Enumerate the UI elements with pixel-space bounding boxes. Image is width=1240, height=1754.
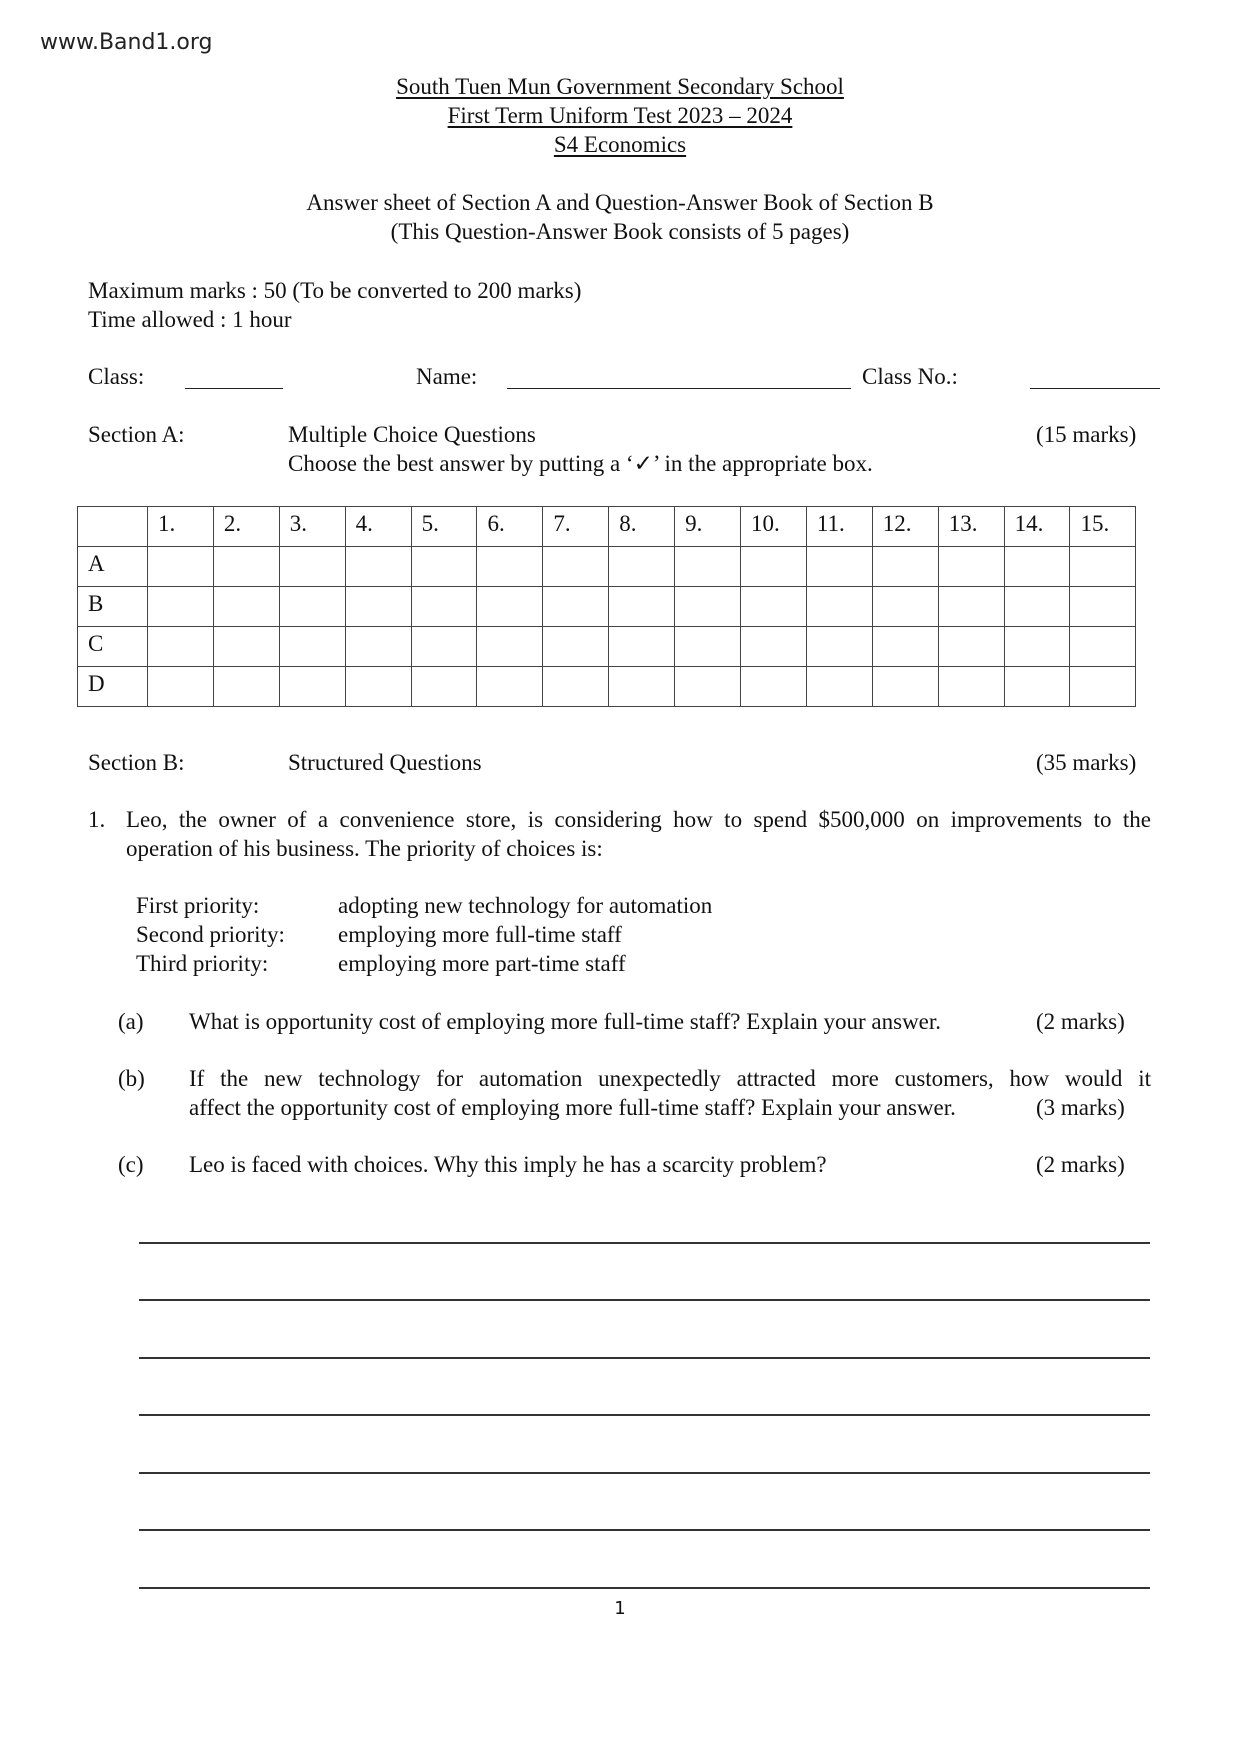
priority-label: First priority:	[136, 893, 260, 918]
mc-answer-box[interactable]	[872, 667, 938, 707]
mc-answer-box[interactable]	[675, 547, 741, 587]
watermark-logo-text: www.Band1.org	[40, 30, 213, 55]
mc-answer-box[interactable]	[148, 627, 214, 667]
mc-row-label: A	[78, 547, 148, 587]
mc-col-header: 12.	[872, 507, 938, 547]
mc-answer-box[interactable]	[213, 667, 279, 707]
mc-answer-box[interactable]	[1004, 667, 1070, 707]
mc-answer-box[interactable]	[675, 667, 741, 707]
part-b-marks: (3 marks)	[1036, 1095, 1125, 1120]
mc-col-header: 4.	[345, 507, 411, 547]
mc-answer-box[interactable]	[543, 667, 609, 707]
mc-answer-box[interactable]	[477, 547, 543, 587]
section-a-label: Section A:	[88, 422, 185, 447]
subtitle-2: (This Question-Answer Book consists of 5 pages)	[390, 219, 850, 244]
subject-title-text: S4 Economics	[553, 132, 687, 157]
mc-answer-box[interactable]	[1070, 627, 1136, 667]
priority-label: Third priority:	[136, 951, 269, 976]
mc-answer-box[interactable]	[872, 627, 938, 667]
mc-col-header: 9.	[675, 507, 741, 547]
mc-answer-box[interactable]	[1070, 547, 1136, 587]
mc-answer-box[interactable]	[279, 667, 345, 707]
mc-option-row	[78, 667, 1136, 707]
time-allowed: Time allowed : 1 hour	[88, 307, 292, 332]
mc-answer-box[interactable]	[806, 547, 872, 587]
mc-answer-box[interactable]	[609, 667, 675, 707]
answer-line[interactable]	[139, 1414, 1150, 1416]
class-no-field[interactable]	[1030, 388, 1160, 389]
mc-answer-box[interactable]	[806, 627, 872, 667]
subtitle-1: Answer sheet of Section A and Question-Answer Book of Section B	[306, 190, 934, 215]
section-a-instruction: Choose the best answer by putting a ‘✓’ in the appropriate box.	[288, 451, 873, 476]
mc-answer-box[interactable]	[477, 667, 543, 707]
mc-header-row	[78, 507, 1136, 547]
mc-answer-box[interactable]	[411, 547, 477, 587]
mc-answer-box[interactable]	[609, 627, 675, 667]
part-b-text-line-2: affect the opportunity cost of employing more full-time staff? Explain your answer.	[189, 1095, 956, 1120]
page-number: 1	[614, 1598, 626, 1619]
mc-answer-box[interactable]	[411, 667, 477, 707]
priority-value: employing more part-time staff	[338, 951, 626, 976]
mc-answer-box[interactable]	[279, 587, 345, 627]
mc-col-header: 7.	[543, 507, 609, 547]
mc-answer-box[interactable]	[741, 667, 807, 707]
mc-answer-box[interactable]	[411, 627, 477, 667]
mc-col-header: 15.	[1070, 507, 1136, 547]
mc-col-header: 8.	[609, 507, 675, 547]
mc-answer-box[interactable]	[477, 587, 543, 627]
mc-row-label: D	[78, 667, 148, 707]
mc-corner-cell	[78, 507, 148, 547]
priority-value: adopting new technology for automation	[338, 893, 713, 918]
subject-title	[0, 132, 1240, 158]
mc-answer-box[interactable]	[148, 587, 214, 627]
mc-answer-box[interactable]	[938, 627, 1004, 667]
mc-answer-box[interactable]	[806, 587, 872, 627]
section-a-marks: (15 marks)	[1036, 422, 1137, 447]
mc-col-header: 11.	[806, 507, 872, 547]
mc-answer-box[interactable]	[543, 547, 609, 587]
mc-answer-box[interactable]	[279, 627, 345, 667]
mc-col-header: 13.	[938, 507, 1004, 547]
section-b-label: Section B:	[88, 750, 185, 775]
part-b-text-line-1: If the new technology for automation unexpectedly attracted more customers, how would it	[189, 1066, 1151, 1091]
mc-option-row	[78, 547, 1136, 587]
mc-answer-box[interactable]	[213, 627, 279, 667]
mc-answer-box[interactable]	[1070, 587, 1136, 627]
class-no-label: Class No.:	[862, 364, 958, 389]
priority-label: Second priority:	[136, 922, 285, 947]
section-a-title: Multiple Choice Questions	[288, 422, 536, 447]
mc-col-header: 14.	[1004, 507, 1070, 547]
answer-line[interactable]	[139, 1529, 1150, 1531]
part-b-label: (b)	[118, 1066, 145, 1091]
mc-answer-box[interactable]	[675, 587, 741, 627]
mc-option-row	[78, 587, 1136, 627]
mc-answer-box[interactable]	[675, 627, 741, 667]
mc-col-header: 3.	[279, 507, 345, 547]
answer-line[interactable]	[139, 1299, 1150, 1301]
mc-answer-box[interactable]	[213, 547, 279, 587]
part-c-marks: (2 marks)	[1036, 1152, 1125, 1177]
mc-answer-box[interactable]	[213, 587, 279, 627]
answer-line[interactable]	[139, 1242, 1150, 1244]
answer-line[interactable]	[139, 1587, 1150, 1589]
section-b-title: Structured Questions	[288, 750, 482, 775]
mc-option-row	[78, 627, 1136, 667]
mc-answer-box[interactable]	[1070, 667, 1136, 707]
mc-answer-box[interactable]	[609, 587, 675, 627]
mc-answer-box[interactable]	[938, 667, 1004, 707]
mc-answer-box[interactable]	[411, 587, 477, 627]
mc-row-label: B	[78, 587, 148, 627]
mc-answer-box[interactable]	[872, 547, 938, 587]
answer-line[interactable]	[139, 1472, 1150, 1474]
mc-col-header: 5.	[411, 507, 477, 547]
test-title-text: First Term Uniform Test 2023 – 2024	[447, 103, 793, 128]
mc-answer-box[interactable]	[543, 627, 609, 667]
mc-col-header: 2.	[213, 507, 279, 547]
mc-answer-box[interactable]	[477, 627, 543, 667]
school-name	[0, 74, 1240, 100]
part-a-text: What is opportunity cost of employing more full-time staff? Explain your answer.	[189, 1009, 942, 1034]
mc-answer-box[interactable]	[741, 587, 807, 627]
mc-answer-box[interactable]	[345, 587, 411, 627]
mc-answer-box[interactable]	[741, 547, 807, 587]
question-number: 1.	[88, 807, 106, 832]
mc-answer-box[interactable]	[938, 587, 1004, 627]
mc-answer-box[interactable]	[279, 547, 345, 587]
priority-value: employing more full-time staff	[338, 922, 622, 947]
mc-col-header: 6.	[477, 507, 543, 547]
mc-answer-box[interactable]	[345, 667, 411, 707]
class-field[interactable]	[185, 388, 283, 389]
mc-answer-box[interactable]	[1004, 587, 1070, 627]
mc-col-header: 1.	[148, 507, 214, 547]
section-b-marks: (35 marks)	[1036, 750, 1137, 775]
part-c-text: Leo is faced with choices. Why this imply he has a scarcity problem?	[189, 1152, 827, 1177]
mc-answer-grid	[77, 506, 1136, 707]
question-stem-line-2: operation of his business. The priority of choices is:	[126, 836, 603, 861]
mc-answer-box[interactable]	[938, 547, 1004, 587]
mc-answer-box[interactable]	[543, 587, 609, 627]
answer-line[interactable]	[139, 1357, 1150, 1359]
name-label: Name:	[416, 364, 478, 389]
question-stem-line-1: Leo, the owner of a convenience store, is considering how to spend $500,000 on improvements to the	[126, 807, 1151, 832]
class-label: Class:	[88, 364, 145, 389]
name-field[interactable]	[507, 388, 851, 389]
mc-answer-box[interactable]	[1004, 547, 1070, 587]
part-a-marks: (2 marks)	[1036, 1009, 1125, 1034]
part-a-label: (a)	[118, 1009, 144, 1034]
mc-answer-box[interactable]	[741, 627, 807, 667]
mc-col-header: 10.	[741, 507, 807, 547]
mc-answer-box[interactable]	[148, 547, 214, 587]
mc-answer-box[interactable]	[806, 667, 872, 707]
mc-answer-box[interactable]	[345, 627, 411, 667]
max-marks: Maximum marks : 50 (To be converted to 200 marks)	[88, 278, 582, 303]
school-name-text: South Tuen Mun Government Secondary School	[396, 74, 844, 99]
part-c-label: (c)	[118, 1152, 144, 1177]
mc-row-label: C	[78, 627, 148, 667]
mc-answer-box[interactable]	[609, 547, 675, 587]
mc-answer-box[interactable]	[1004, 627, 1070, 667]
mc-answer-box[interactable]	[148, 667, 214, 707]
mc-answer-box[interactable]	[345, 547, 411, 587]
test-title	[0, 103, 1240, 129]
mc-answer-box[interactable]	[872, 587, 938, 627]
